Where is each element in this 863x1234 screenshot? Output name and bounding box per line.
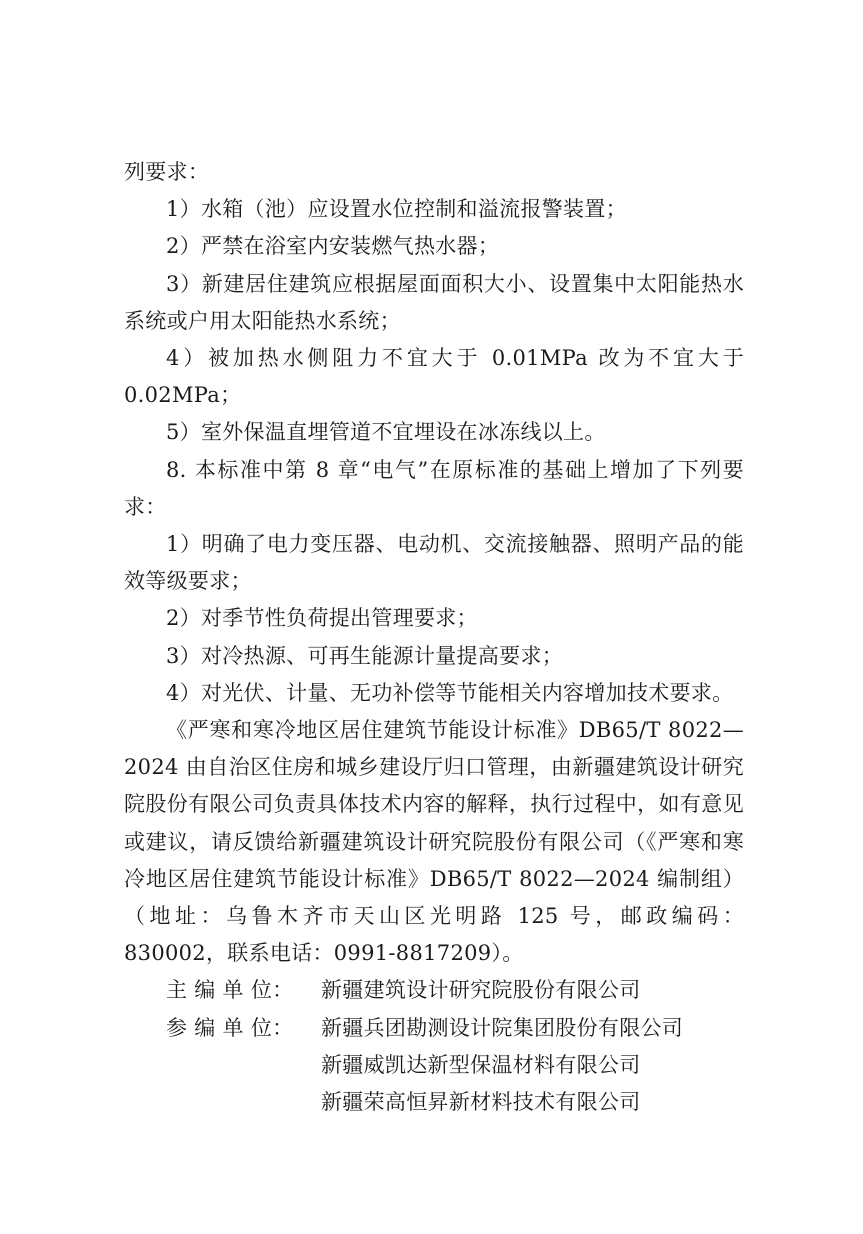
chief-editor-org: 新疆建筑设计研究院股份有限公司: [321, 978, 641, 1003]
chief-editor-orgs: [321, 972, 641, 1009]
paragraph-item-resistance: 4）被加热水侧阻力不宜大于 0.01MPa 改为不宜大于 0.02MPa；: [124, 346, 744, 408]
co-editor-label: 参 编 单 位：: [166, 1015, 294, 1040]
paragraph-continuation: 列要求：: [124, 160, 210, 184]
paragraph-item-seasonal-load: 2）对季节性负荷提出管理要求；: [166, 606, 478, 631]
chief-editor-label: 主 编 单 位：: [166, 978, 294, 1003]
paragraph-item-pipe: 5）室外保温直埋管道不宜埋设在冰冻线以上。: [166, 420, 606, 445]
co-editor-orgs: [321, 1010, 683, 1122]
paragraph-item-water-tank: 1）水箱（池）应设置水位控制和溢流报警装置；: [166, 197, 627, 222]
co-editor-org: 新疆荣高恒昇新材料技术有限公司: [321, 1090, 641, 1115]
co-editor-row: [124, 1010, 744, 1122]
credits-section: [124, 972, 744, 1121]
chief-editor-row: [124, 972, 744, 1009]
paragraph-item-efficiency: 1）明确了电力变压器、电动机、交流接触器、照明产品的能效等级要求；: [124, 532, 744, 594]
co-editor-org: 新疆兵团勘测设计院集团股份有限公司: [321, 1015, 684, 1040]
document-body: [124, 154, 744, 1121]
paragraph-item-photovoltaic: 4）对光伏、计量、无功补偿等节能相关内容增加技术要求。: [166, 680, 734, 705]
paragraph-item-solar: 3）新建居住建筑应根据屋面面积大小、设置集中太阳能热水系统或户用太阳能热水系统；: [124, 271, 744, 333]
co-editor-org: 新疆威凯达新型保温材料有限公司: [321, 1052, 641, 1077]
paragraph-management-contact: 《严寒和寒冷地区居住建筑节能设计标准》DB65/T 8022—2024 由自治区住房和城乡建设厅归口管理，由新疆建筑设计研究院股份有限公司负责具体技术内容的解释，执行过程中，如有意见或建议，请反馈给新疆建筑设计研究院股份有限公司（《严寒和寒冷地区居住建筑节能设计标准》DB65/T 8022—2024 编制组）（地址：乌鲁木齐市天山区光明路 125 号，邮政编码：830002，联系电话：0991-8817209）。: [124, 718, 744, 966]
paragraph-item-metering: 3）对冷热源、可再生能源计量提高要求；: [166, 643, 564, 668]
paragraph-section-electrical: 8. 本标准中第 8 章“电气”在原标准的基础上增加了下列要求：: [124, 457, 744, 519]
paragraph-item-gas-heater: 2）严禁在浴室内安装燃气热水器；: [166, 234, 500, 259]
